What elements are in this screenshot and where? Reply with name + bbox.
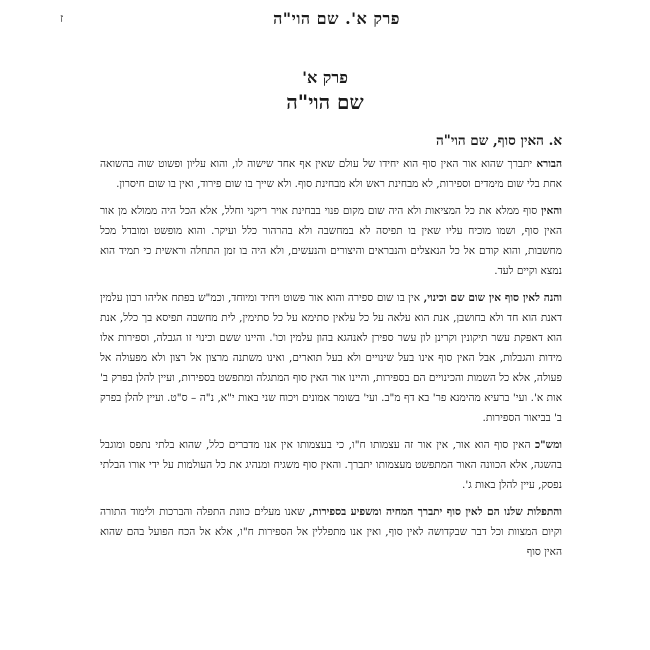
page-number: ז [60,11,64,25]
paragraph-text: האין סוף הוא אור, אין אור זה עצמותו ח"ו, כי בעצמותו אין אנו מדברים כלל, שהוא בלתי נתפס ומוגבל בהשגה, אלא הכוונה האור המתפשט מעצמותו יתברך. והאין סוף משגיח ומנהיג את כל העולמות על ידי אורו הבלתי נפסק, עיין להלן באות ג'. [100,439,562,491]
paragraph [100,288,562,428]
paragraph-text: סוף ממלא את כל המציאות ולא היה שום מקום פנוי בבחינת אויר ריקני וחלל, אלא הכל היה ממולא מן אור האין סוף, ושמו מוכיח עליו שאין בו תפיסה לא במחשבה ולא בהרהור כלל ועיקר. והוא מופשט ומובדל מכל מחשבות, והוא קודם אל כל הנאצלים והנבראים והיצורים והנעשים, ולא היה בו זמן התחלה וראשית כי תמיד הוא נמצא וקיים לעד. [100,205,562,277]
paragraph [100,435,562,495]
paragraph [100,201,562,281]
paragraph-text: אין בו שום ספירה והוא אור פשוט ויחיד ומיוחד, וכמ"ש בפתח אליהו רבון עלמין דאנת הוא חד ולא בחושבן, אנת הוא עלאה על כל עלאין סתימא על כל סתימין, לית מחשבה תפיסא בך כלל, אנת הוא דאפקת עשר תיקונין וקרינן לון עשר ספירן לאנהגא בהון עלמין וכו'. והיינו ששם וכינוי זו הגבלה, וספירות אלו מידות והגבלות, אבל האין סוף אינו בעל שינויים ולא בעל תוארים, ואינו משתנה מרצון אל רצון ולא מפעולה אל פעולה, אלא כל השמות והכינויים הם בספירות, והיינו אור האין סוף המתגלה ומתפשט בספירות, ועיין להלן בפרק ב' אות א'. ועי' ברעיא מהימנא פר' בא דף מ"ב. ועי' בשומר אמונים ויכוח שני באות י"א, נ"ה – ס"ט. ועיין להלן בפרק ב' בביאור הספירות. [100,292,562,424]
chapter-title: שם הוי"ה [286,90,364,114]
paragraph-lead: ומש"כ [535,439,562,451]
running-header [60,9,590,31]
running-title: פרק א'. שם הוי"ה [273,9,400,28]
section-heading: א. האין סוף, שם הוי"ה [436,133,562,149]
paragraph-lead: הבורא [536,158,562,170]
paragraph [100,502,562,562]
paragraph-text: יתברך שהוא אור האין סוף הוא יחידו של עולם שאין אף אחד שישוה לו, והוא עליון ופשוט שוה בהשואה אחת בלי שום מימדים וספירות, לא מבחינת ראש ולא מבחינת סוף. ולא שייך בו שום פירוד, ואין בו שום חיסרון. [100,158,562,190]
paragraph [100,154,562,194]
paragraph-lead: והתפלות שלנו הם לאין סוף יתברך המחיה ומשפיע בספירות, [308,506,562,518]
body-text [100,131,562,569]
chapter-label: פרק א' [302,68,348,87]
paragraph-lead: והאין [541,205,562,217]
paragraph-lead: והנה לאין סוף אין שום שם וכינוי, [423,292,562,304]
paragraph-text: שאנו מעלים כוונת התפלה והברכות ולימוד התורה וקיום המצוות וכל דבר שבקדושה לאין סוף, ואין אנו מתפללין אל הספירות ח"ו, אלא אל הכח הפועל בהם שהוא האין סוף [100,506,562,558]
